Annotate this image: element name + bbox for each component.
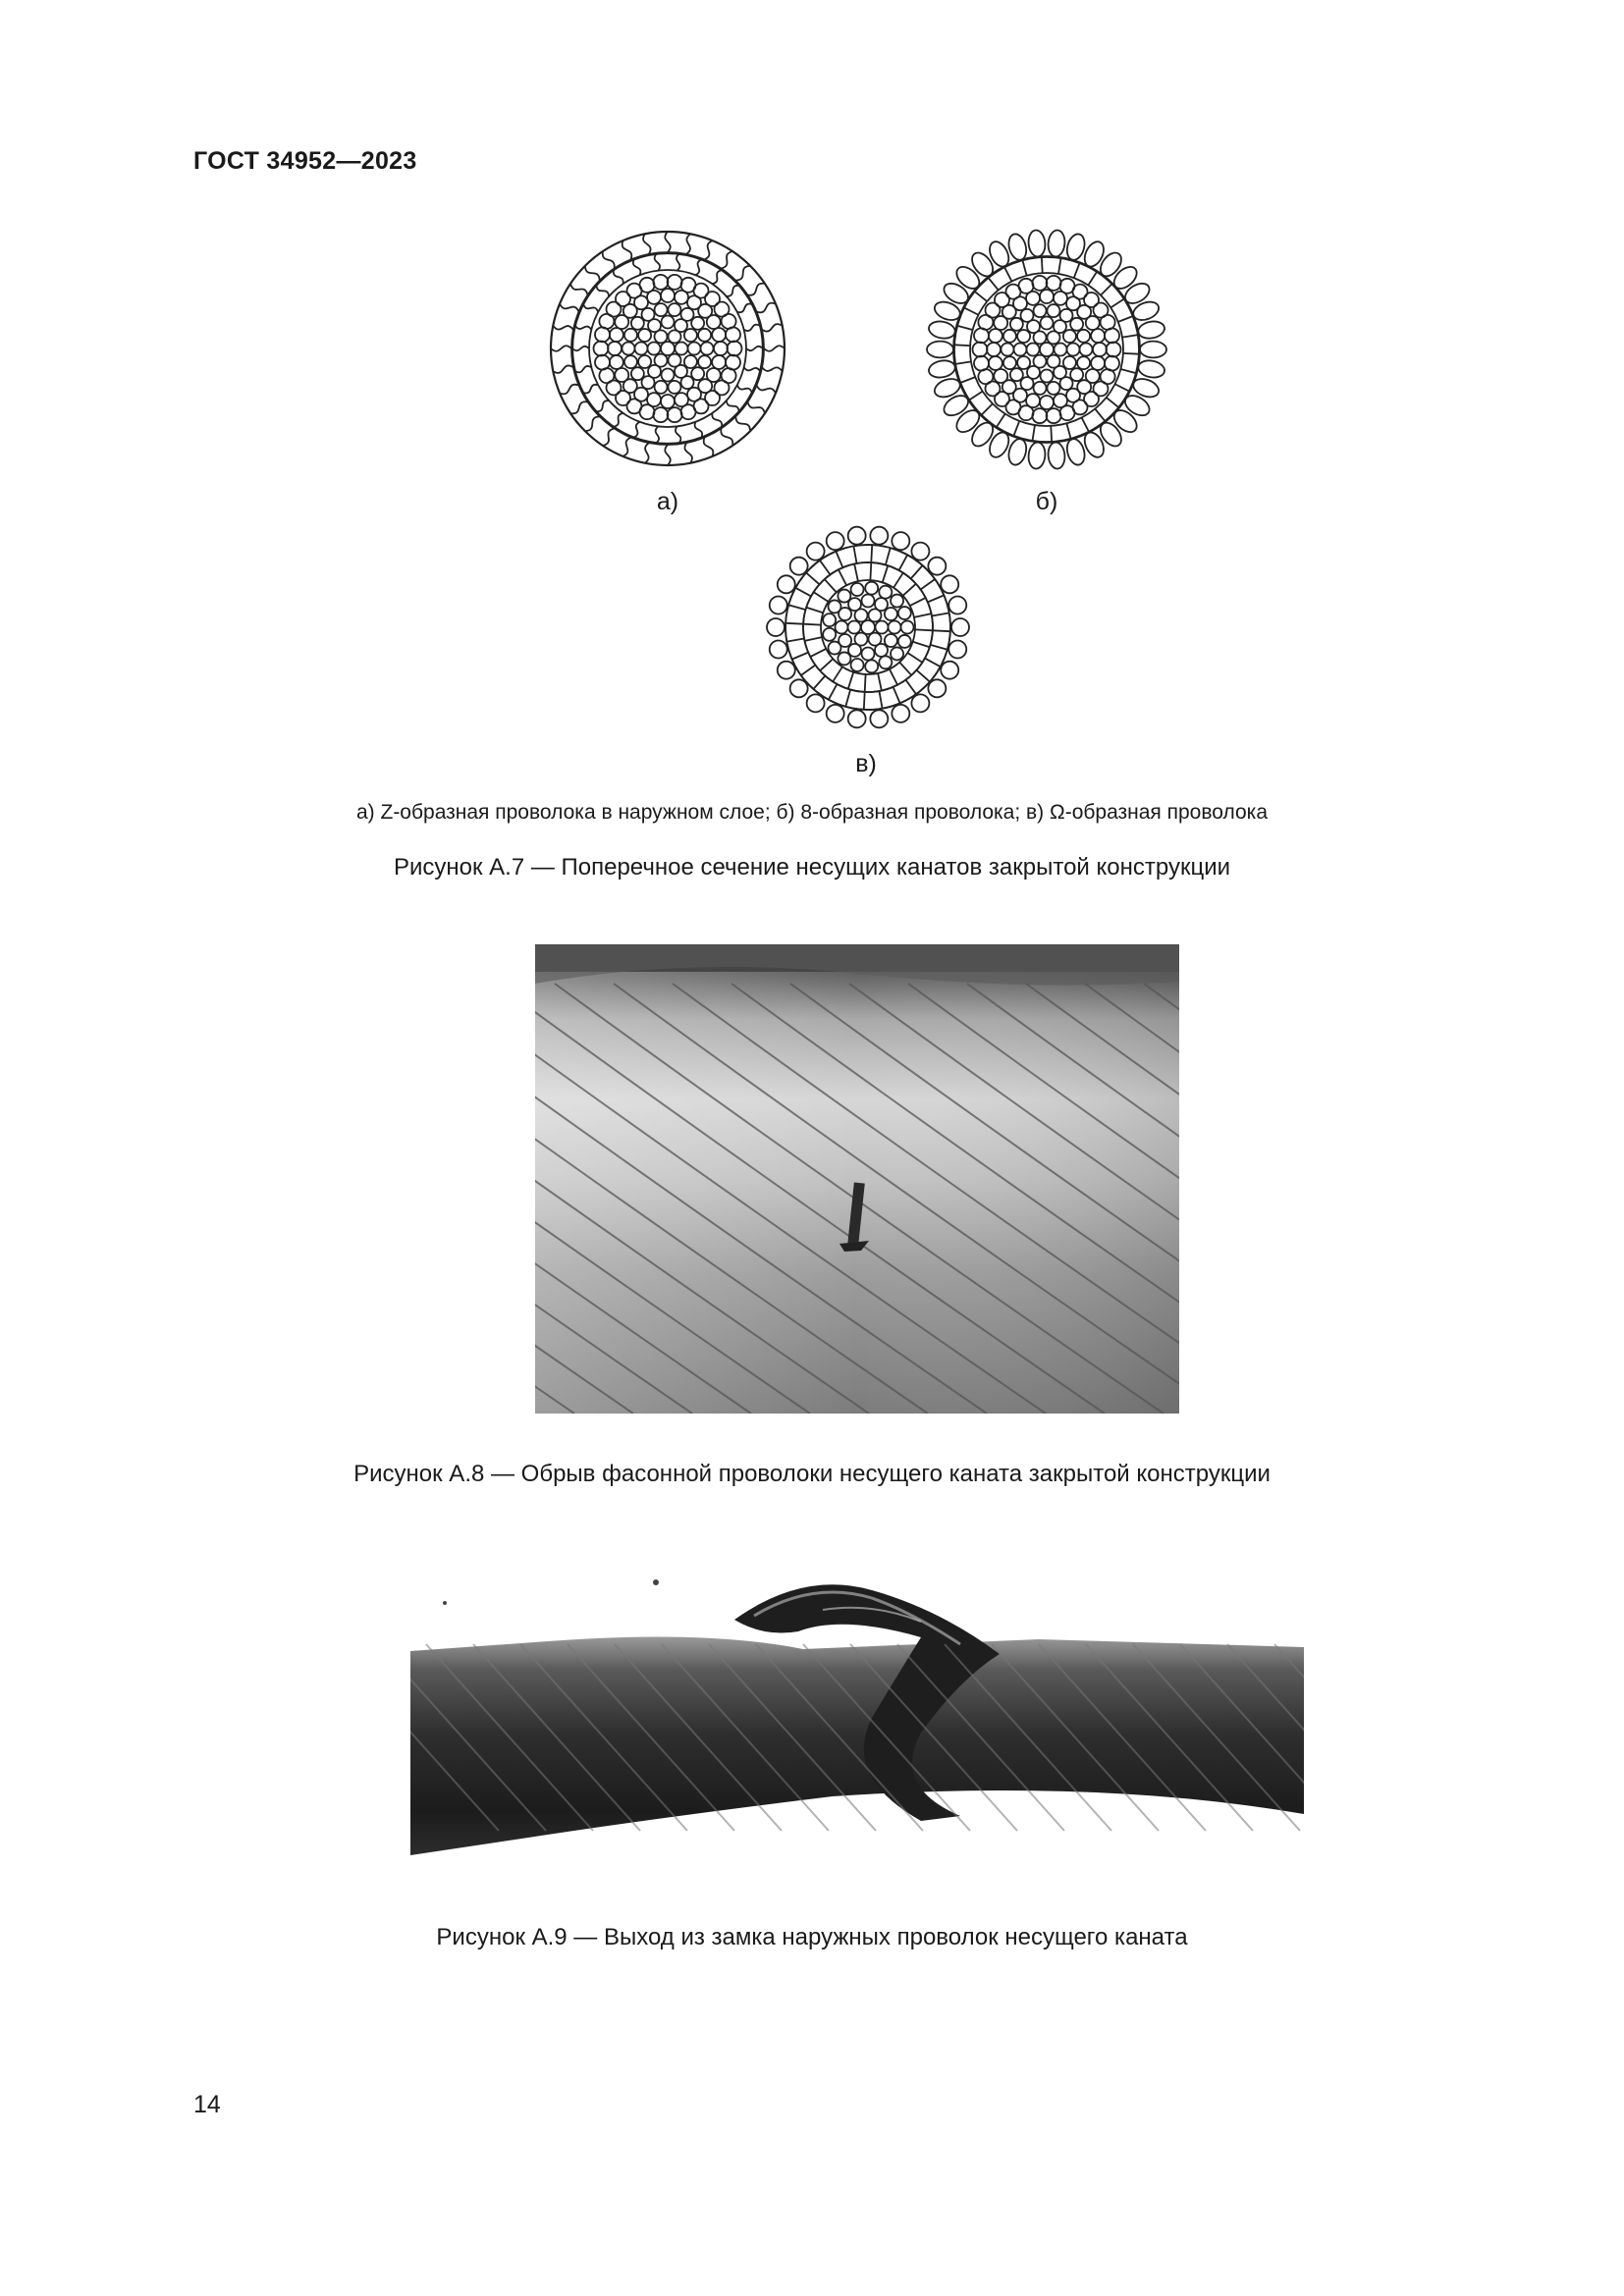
broken-wire-photo-image: [535, 944, 1179, 1414]
figure-a9-photo: [410, 1561, 1304, 1885]
cross-section-a-z-wire: [545, 226, 790, 471]
page-number: 14: [193, 2091, 221, 2118]
cross-section-b-8-wire: [923, 226, 1170, 473]
sublabel-b: б): [1035, 488, 1058, 515]
figure-a7-legend: а) Z-образная проволока в наружном слое; б) 8-образная проволока; в) Ω-образная проволока: [355, 801, 1268, 824]
sublabel-v: в): [855, 750, 877, 777]
figure-a8-photo: [535, 944, 1179, 1414]
figure-a9-caption: Рисунок А.9 — Выход из замка наружных проволок несущего каната: [436, 1924, 1188, 1950]
document-header: ГОСТ 34952—2023: [193, 147, 417, 175]
figure-a7-caption: Рисунок А.7 — Поперечное сечение несущих канатов закрытой конструкции: [393, 854, 1231, 881]
figure-a8-caption: Рисунок А.8 — Обрыв фасонной проволоки несущего каната закрытой конструкции: [353, 1461, 1271, 1487]
cross-section-v-omega-wire: [761, 520, 975, 734]
wire-protrusion-photo-image: [410, 1561, 1304, 1885]
sublabel-a: а): [656, 488, 679, 515]
